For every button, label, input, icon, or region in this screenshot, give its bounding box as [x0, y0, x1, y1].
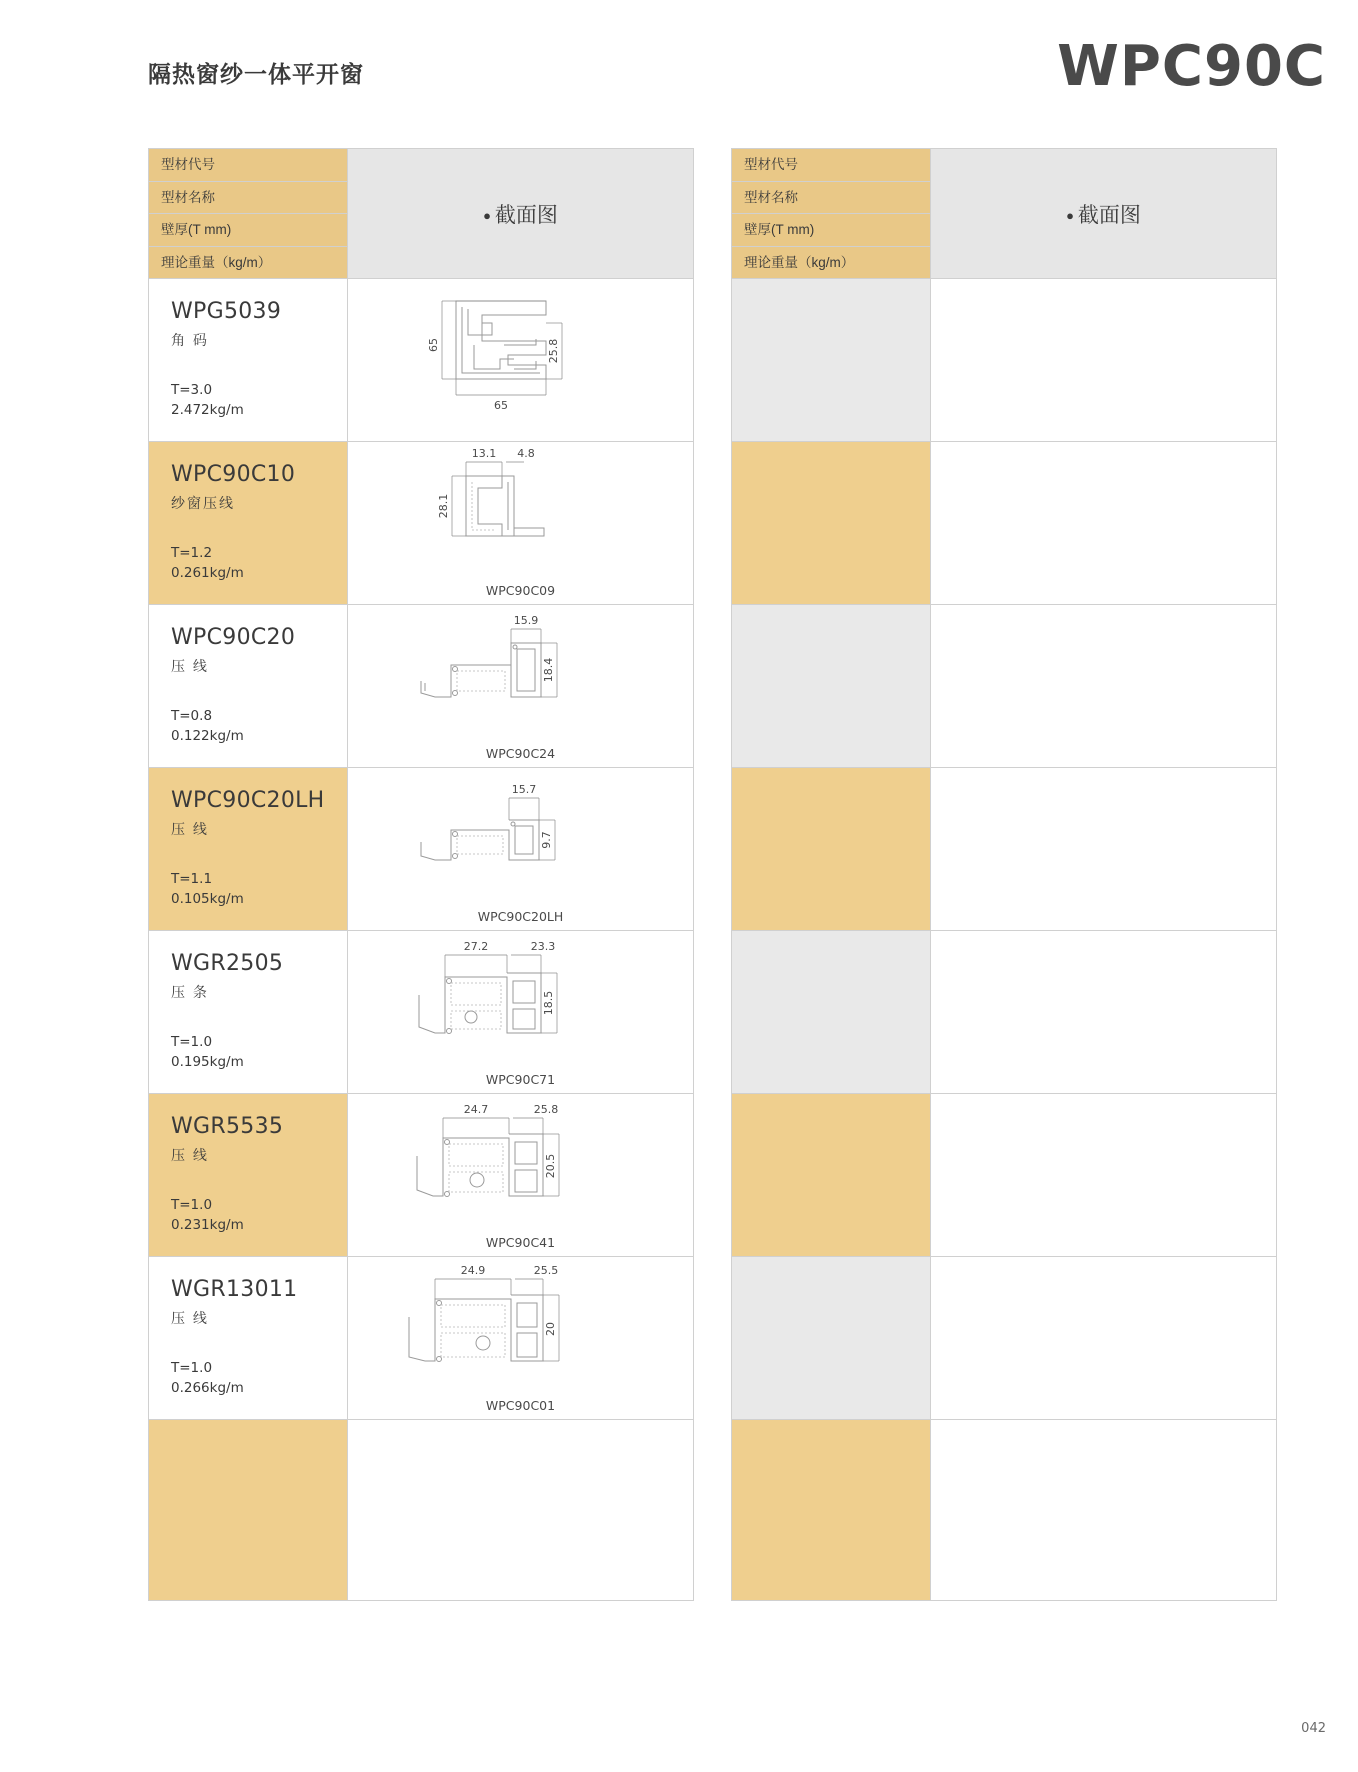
table-row	[732, 931, 1277, 1094]
profile-info-cell	[149, 1257, 348, 1420]
profile-drawing-cell	[348, 605, 694, 768]
profile-weight: 0.266kg/m	[171, 1380, 244, 1396]
profile-weight: 2.472kg/m	[171, 402, 244, 418]
profile-info-cell-empty	[732, 931, 931, 1094]
header-drawing-label: 截面图	[494, 203, 558, 227]
profile-drawing-cell	[348, 768, 694, 931]
header-label-code: 型材代号	[149, 149, 348, 182]
table-row	[732, 442, 1277, 605]
dim-label: 20.5	[543, 1153, 557, 1179]
table-row	[732, 1420, 1277, 1601]
table-row	[732, 1257, 1277, 1420]
profile-name: 压 线	[171, 1147, 209, 1163]
cross-section-drawing	[348, 605, 693, 747]
profile-info-cell-empty	[732, 1257, 931, 1420]
profile-code: WGR5535	[171, 1114, 284, 1139]
profile-drawing-cell-empty	[931, 931, 1277, 1094]
dim-label: 25.8	[533, 1103, 558, 1116]
profile-thickness: T=1.0	[171, 1197, 213, 1213]
header-label-weight: 理论重量（kg/m）	[732, 246, 931, 279]
left-profile-table	[148, 148, 694, 1601]
dim-label: 28.1	[436, 493, 450, 519]
profile-drawing-cell-empty	[931, 442, 1277, 605]
profile-info-cell-empty	[732, 279, 931, 442]
profile-drawing-cell-empty	[931, 279, 1277, 442]
profile-thickness: T=1.0	[171, 1360, 213, 1376]
profile-drawing-cell-empty	[348, 1420, 694, 1601]
profile-weight: 0.261kg/m	[171, 565, 244, 581]
profile-info-cell-empty	[149, 1420, 348, 1601]
profile-drawing-cell	[348, 1257, 694, 1420]
dim-label: 27.2	[463, 940, 488, 953]
profile-drawing-cell	[348, 279, 694, 442]
table-row	[732, 1094, 1277, 1257]
series-code: WPC90C	[1057, 34, 1326, 99]
header-label-thickness: 壁厚(T mm)	[732, 214, 931, 247]
profile-info-cell	[149, 442, 348, 605]
dim-label: 15.7	[511, 783, 536, 796]
profile-drawing-cell	[348, 1094, 694, 1257]
page-header	[0, 0, 1358, 120]
dim-label: 24.9	[460, 1264, 485, 1277]
drawing-caption: WPC90C01	[485, 1398, 556, 1413]
profile-thickness: T=3.0	[171, 382, 213, 398]
profile-code: WPC90C20	[171, 625, 296, 650]
profile-drawing-cell-empty	[931, 768, 1277, 931]
table-row	[149, 1257, 694, 1420]
profile-info-cell	[149, 605, 348, 768]
table-row	[149, 1094, 694, 1257]
table-row	[732, 279, 1277, 442]
bullet-icon: ●	[483, 208, 491, 224]
cross-section-drawing	[348, 768, 693, 910]
profile-name: 压 线	[171, 658, 209, 674]
dim-label: 13.1	[471, 447, 496, 460]
right-table-wrapper	[731, 148, 1276, 1601]
dim-label: 15.9	[513, 614, 538, 627]
dim-label: 24.7	[463, 1103, 488, 1116]
profile-info-cell	[149, 768, 348, 931]
profile-info-cell-empty	[732, 1420, 931, 1601]
cross-section-drawing	[348, 279, 693, 421]
profile-code: WPC90C20LH	[171, 788, 325, 813]
table-row	[149, 279, 694, 442]
cross-section-drawing	[348, 1257, 693, 1399]
profile-info-cell-empty	[732, 605, 931, 768]
dim-label: 65	[426, 338, 440, 352]
table-row	[149, 768, 694, 931]
header-label-name: 型材名称	[149, 181, 348, 214]
table-row	[149, 605, 694, 768]
dim-label: 18.5	[541, 990, 555, 1016]
profile-info-cell-empty	[732, 442, 931, 605]
dim-label: 4.8	[516, 447, 535, 460]
profile-drawing-cell	[348, 442, 694, 605]
profile-name: 角 码	[171, 332, 209, 348]
profile-info-cell	[149, 1094, 348, 1257]
profile-info-cell	[149, 931, 348, 1094]
header-label-code: 型材代号	[732, 149, 931, 182]
header-drawing-title	[931, 149, 1277, 279]
profile-thickness: T=1.0	[171, 1034, 213, 1050]
header-label-weight: 理论重量（kg/m）	[149, 246, 348, 279]
header-label-thickness: 壁厚(T mm)	[149, 214, 348, 247]
dim-label: 23.3	[530, 940, 555, 953]
profile-weight: 0.231kg/m	[171, 1217, 244, 1233]
dim-label: 20	[543, 1322, 557, 1336]
profile-drawing-cell-empty	[931, 1420, 1277, 1601]
table-row	[149, 1420, 694, 1601]
dim-label: 18.4	[541, 657, 555, 683]
cross-section-drawing	[348, 442, 693, 584]
profile-drawing-cell-empty	[931, 1094, 1277, 1257]
left-table-wrapper	[148, 148, 693, 1601]
cross-section-drawing	[348, 1094, 693, 1236]
profile-weight: 0.105kg/m	[171, 891, 244, 907]
profile-code: WGR13011	[171, 1277, 298, 1302]
header-drawing-label: 截面图	[1077, 203, 1141, 227]
profile-weight: 0.195kg/m	[171, 1054, 244, 1070]
bullet-icon: ●	[1066, 208, 1074, 224]
table-row	[732, 768, 1277, 931]
header-drawing-title	[348, 149, 694, 279]
drawing-caption: WPC90C20LH	[477, 909, 564, 924]
drawing-caption: WPC90C24	[485, 746, 556, 761]
dim-label: 65	[493, 399, 508, 412]
profile-code: WGR2505	[171, 951, 284, 976]
profile-drawing-cell	[348, 931, 694, 1094]
profile-info-cell-empty	[732, 1094, 931, 1257]
table-header-row	[149, 149, 694, 182]
table-row	[149, 931, 694, 1094]
profile-info-cell-empty	[732, 768, 931, 931]
profile-code: WPC90C10	[171, 462, 296, 487]
table-row	[149, 442, 694, 605]
header-label-name: 型材名称	[732, 181, 931, 214]
drawing-caption: WPC90C41	[485, 1235, 556, 1250]
cross-section-drawing	[348, 931, 693, 1073]
profile-name: 压 条	[171, 984, 209, 1000]
table-header-row	[732, 149, 1277, 182]
table-row	[732, 605, 1277, 768]
page-number: 042	[1301, 1721, 1326, 1736]
profile-weight: 0.122kg/m	[171, 728, 244, 744]
profile-info-cell	[149, 279, 348, 442]
profile-drawing-cell-empty	[931, 1257, 1277, 1420]
profile-name: 压 线	[171, 1310, 209, 1326]
drawing-caption: WPC90C71	[485, 1072, 556, 1087]
page-title: 隔热窗纱一体平开窗	[148, 61, 364, 87]
profile-name: 纱窗压线	[171, 495, 235, 511]
profile-name: 压 线	[171, 821, 209, 837]
dim-label: 9.7	[539, 831, 553, 849]
profile-drawing-cell-empty	[931, 605, 1277, 768]
drawing-caption: WPC90C09	[485, 583, 556, 598]
profile-code: WPG5039	[171, 299, 282, 324]
profile-thickness: T=0.8	[171, 708, 213, 724]
dim-label: 25.5	[533, 1264, 558, 1277]
profile-thickness: T=1.1	[171, 871, 213, 887]
profile-thickness: T=1.2	[171, 545, 213, 561]
right-profile-table	[731, 148, 1277, 1601]
dim-label: 25.8	[546, 338, 560, 364]
